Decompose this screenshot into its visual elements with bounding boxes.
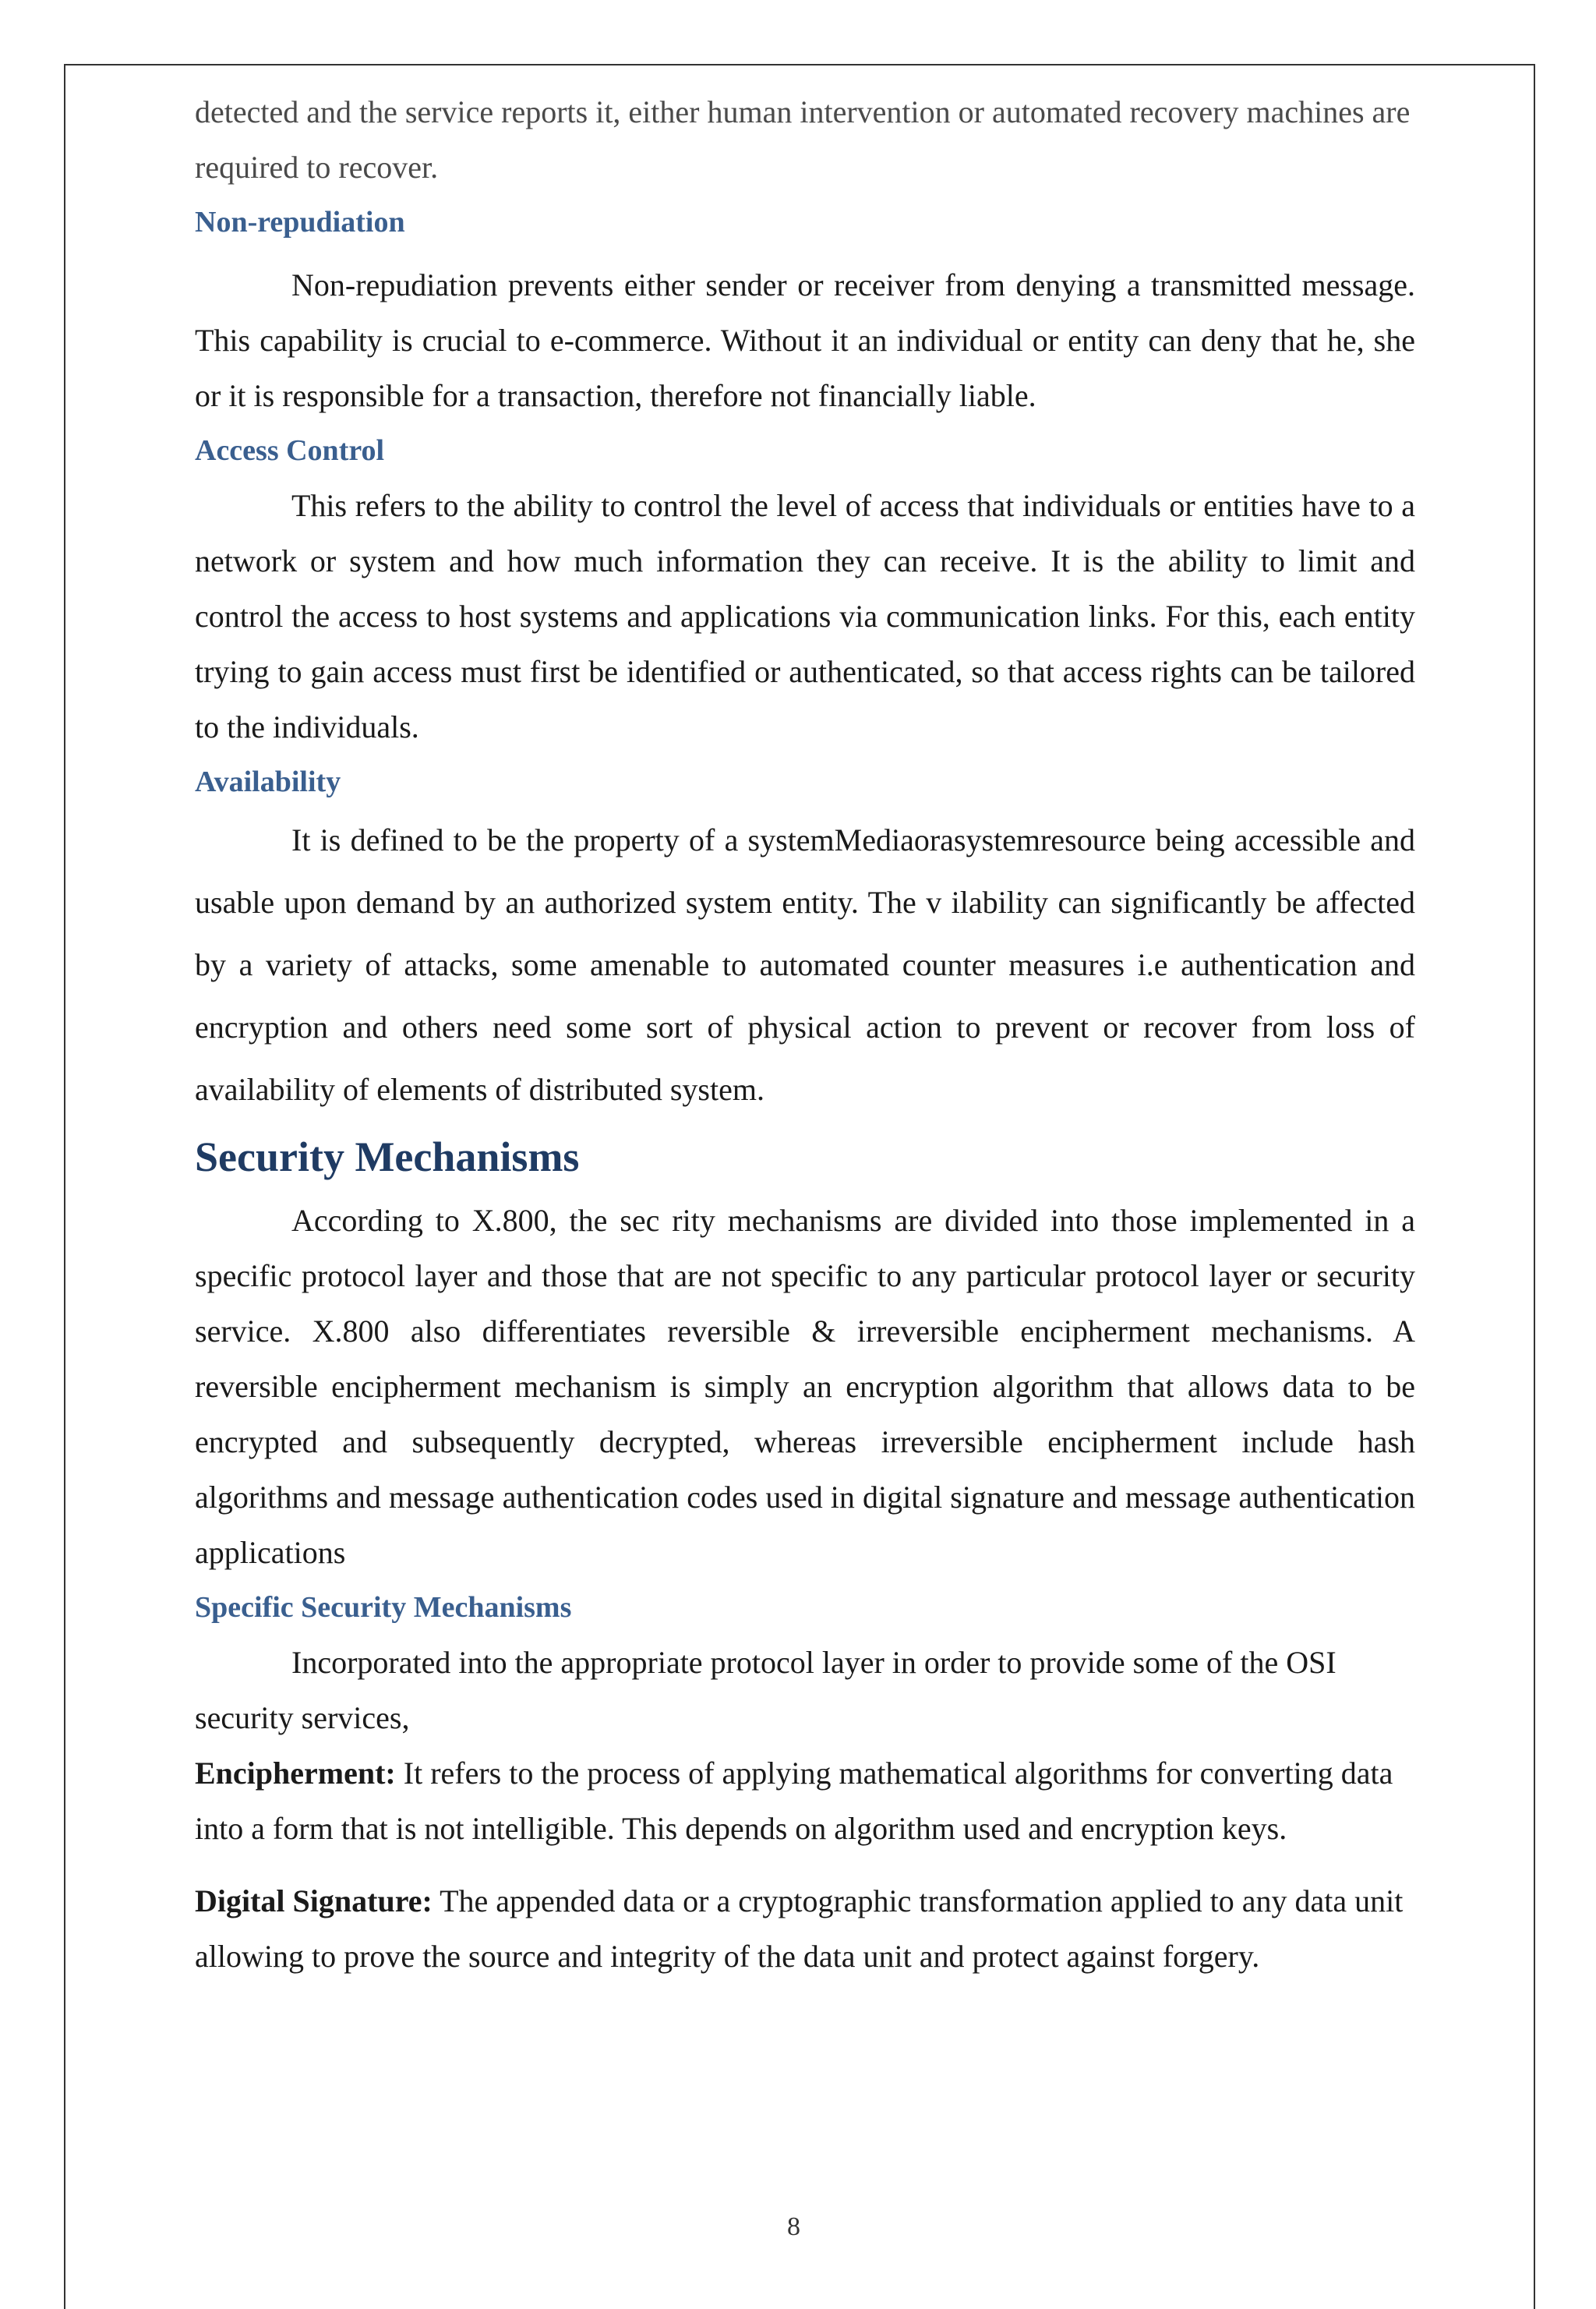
paragraph-availability: It is defined to be the property of a systemMediaorasystemresource being accessible and usable upon demand by an authorized system entity. The v ilability can significantly be affected by a variety of attacks, some amenable to automated counter measures i.e authentication and encryption and others need some sort of physical action to prevent or recover from loss of availability of elements of distributed system. [195,822,1415,1107]
heading-non-repudiation: Non-repudiation [195,206,405,239]
text-digital-signature: The appended data or a cryptographic transformation applied to any data unit allowing to prove the source and integrity of the data unit and protect against forgery. [195,1883,1404,1974]
continuation-paragraph: detected and the service reports it, either human intervention or automated recovery machines are required to recover. [195,94,1411,185]
heading-access-control: Access Control [195,434,385,467]
paragraph-access-control: This refers to the ability to control the level of access that individuals or entities have to a network or system and how much information they can receive. It is the ability to limit and control the access to host systems and applications via communication links. For this, each entity trying to gain access must first be identified or authenticated, so that access rights can be tailored to the individuals. [195,488,1415,744]
heading-specific-security-mechanisms: Specific Security Mechanisms [195,1591,572,1624]
heading-availability: Availability [195,766,341,798]
page-number: 8 [787,2212,800,2241]
paragraph-non-repudiation: Non-repudiation prevents either sender or receiver from denying a transmitted message. This capability is crucial to e-commerce. Without it an individual or entity can deny that he, she or it is responsible for a transaction, therefore not financially liable. [195,267,1415,413]
paragraph-digital-signature [195,1873,1415,1984]
paragraph-encipherment [195,1745,1415,1856]
term-encipherment: Encipherment: [195,1756,396,1791]
document-body [195,84,1415,1984]
paragraph-security-mechanisms: According to X.800, the sec rity mechanisms are divided into those implemented in a specific protocol layer and those that are not specific to any particular protocol layer or security service. X.800 also differentiates reversible & irreversible encipherment mechanisms. A reversible encipherment mechanism is simply an encryption algorithm that allows data to be encrypted and subsequently decrypted, whereas irreversible encipherment include hash algorithms and message authentication codes used in digital signature and message authentication applications [195,1203,1415,1570]
paragraph-specific-security-mechanisms: Incorporated into the appropriate protocol layer in order to provide some of the OSI security services, [195,1645,1336,1735]
text-encipherment: It refers to the process of applying mathematical algorithms for converting data into a form that is not intelligible. This depends on algorithm used and encryption keys. [195,1756,1393,1846]
term-digital-signature: Digital Signature: [195,1883,433,1918]
heading-security-mechanisms: Security Mechanisms [195,1133,580,1180]
